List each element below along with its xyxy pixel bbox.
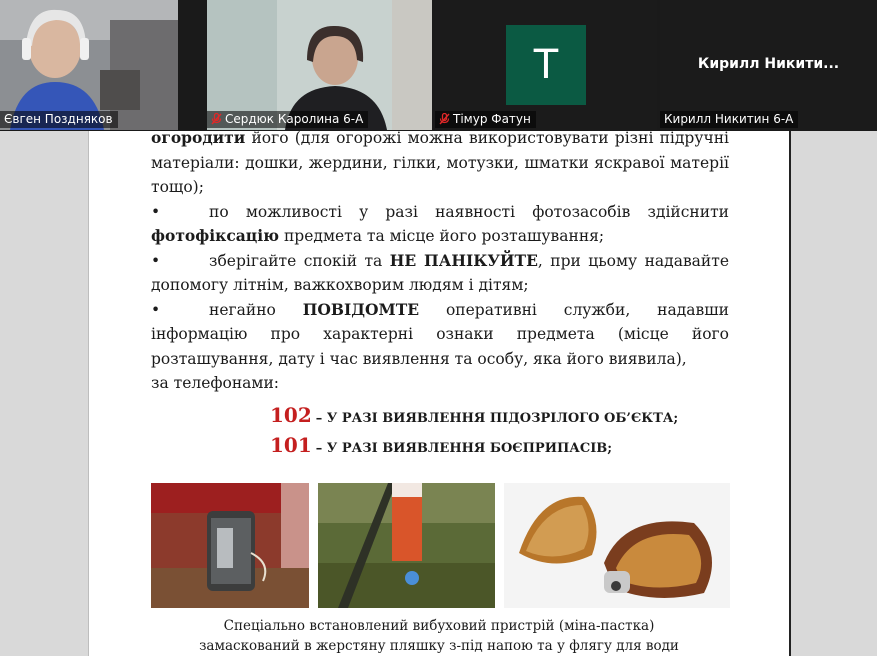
bullet-report: • негайно ПОВІДОМТЕ оперативні служби, надавши інформацію про характерні ознаки предмета (місце його розташування, дату і час виявлення та особу, яка його виявила), xyxy=(151,299,729,368)
participant-gallery xyxy=(0,0,877,131)
participant-title-4: Кирилл Никити... xyxy=(697,56,840,72)
participant-name-2: Сердюк Каролина 6-А xyxy=(207,111,368,128)
phones-intro: за телефонами: xyxy=(151,374,280,392)
muted-mic-icon xyxy=(439,113,450,125)
bullet-photo: • по можливості у разі наявності фотозасобів здійснити фотофіксацію предмета та місце його розташування; xyxy=(151,202,729,245)
participant-tile-2[interactable] xyxy=(207,0,432,130)
photo-can-device xyxy=(151,483,309,608)
photo-flask-grass xyxy=(318,483,495,608)
bullet-calm: • зберігайте спокій та НЕ ПАНІКУЙТЕ, при цьому надавайте допомогу літнім, важкохворим людям і дітям; xyxy=(151,250,729,294)
shared-screen xyxy=(0,131,877,656)
photo-caption-line-1: Спеціально встановлений вибуховий пристрій (міна-пастка) xyxy=(223,618,655,634)
photo-caption-line-2: замаскований в жерстяну пляшку з-під напою та у флягу для води xyxy=(199,638,679,654)
document-page xyxy=(88,131,791,656)
participant-name-3: Тімур Фатун xyxy=(435,111,536,128)
photo-shell-parts xyxy=(504,483,730,608)
paragraph-fence: огородити його (для огорожі можна використовувати різні підручні матеріали: дошки, жердини, гілки, мотузки, шматки яскравої матерії тощо); xyxy=(151,131,729,196)
participant-tile-1[interactable] xyxy=(0,0,178,130)
participant-tile-4[interactable] xyxy=(660,0,877,130)
participant-tile-3[interactable] xyxy=(435,0,657,130)
hotline-rescue: 101 – У РАЗІ ВИЯВЛЕННЯ БОЄПРИПАСІВ; xyxy=(270,433,613,457)
hotline-police: 102 – У РАЗІ ВИЯВЛЕННЯ ПІДОЗРІЛОГО ОБ’ЄКТА; xyxy=(270,403,679,427)
avatar: T xyxy=(506,25,586,105)
participant-name-4: Кирилл Никитин 6-А xyxy=(660,111,798,128)
document-text xyxy=(151,131,729,396)
participant-name-1: Євген Поздняков xyxy=(0,111,118,128)
muted-mic-icon xyxy=(211,113,222,125)
